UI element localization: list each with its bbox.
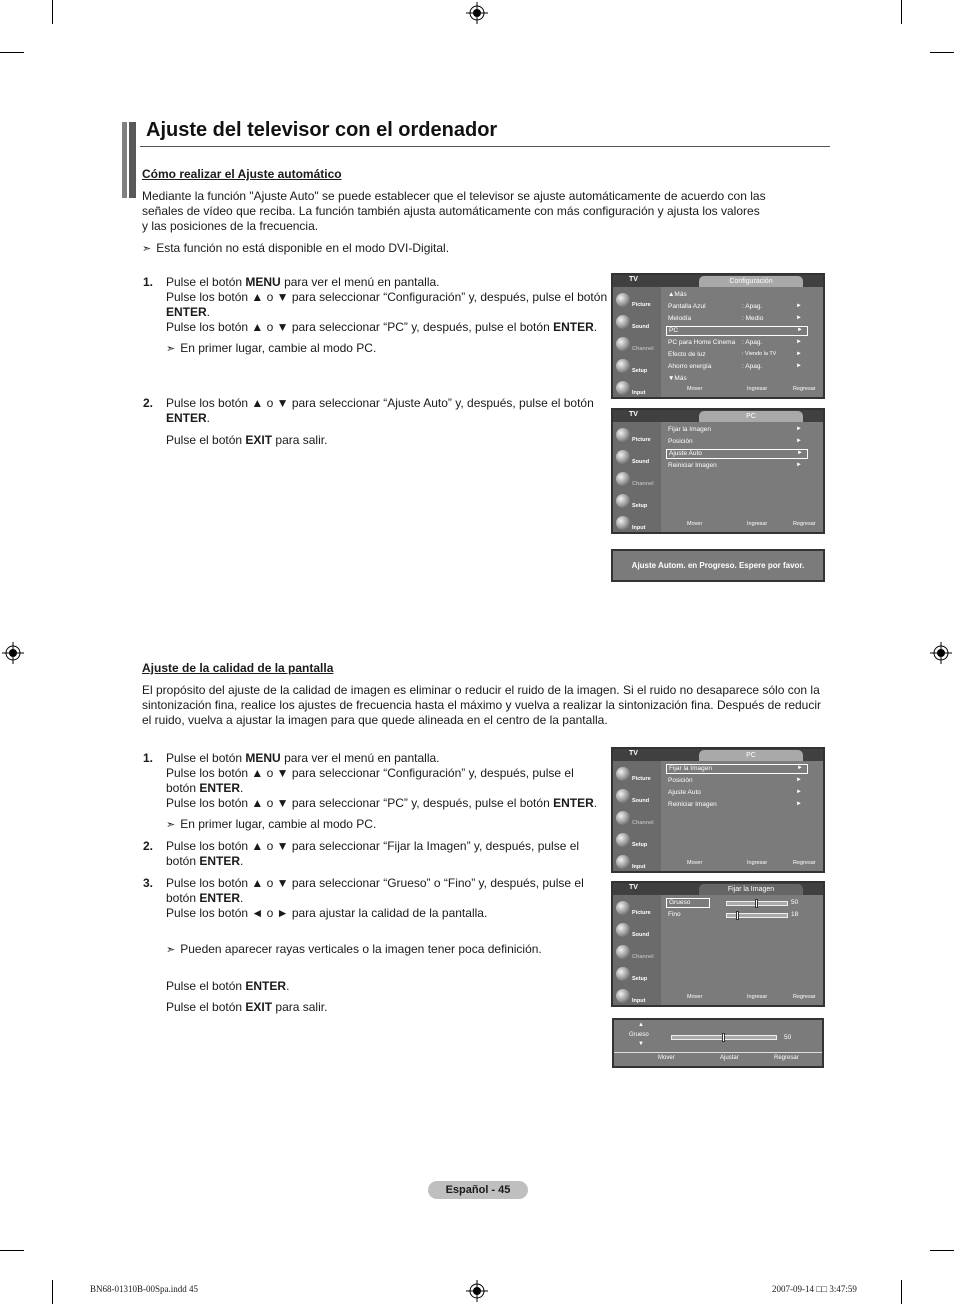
coarse-slider-large-knob (722, 1033, 725, 1042)
osd-nav-hints (663, 520, 823, 530)
osd-return-hint: Regresar (793, 521, 816, 527)
crop-mark (901, 0, 902, 24)
coarse-up-icon: ▲ (638, 1022, 644, 1028)
osd-tab-title: Fijar la Imagen (699, 884, 803, 895)
intro-line: sintonización fina, realice los ajustes de frecuencia hasta el máximo y vuelva a realizar la sintonización fina. Después de reducir (142, 698, 822, 712)
coarse-slider (726, 901, 788, 906)
step-line: Pulse los botón ▲ o ▼ para seleccionar “PC” y, después, pulse el botón ENTER. (166, 320, 598, 334)
page-number: Español - 45 (428, 1181, 528, 1199)
osd-setup-icon: Setup (616, 494, 660, 512)
osd-nav-hints (663, 993, 823, 1003)
coarse-value-large: 50 (784, 1034, 792, 1041)
osd-nav-hints (663, 859, 823, 869)
osd-sound-icon: Sound (616, 923, 660, 941)
fine-value: 18 (791, 911, 799, 918)
osd-sound-icon: Sound (616, 789, 660, 807)
step-line: Pulse los botón ▲ o ▼ para seleccionar “Ajuste Auto” y, después, pulse el botón (166, 396, 594, 410)
fine-slider (726, 913, 788, 918)
enter-instruction: Pulse el botón ENTER. (166, 979, 290, 993)
osd-return-hint: Regresar (793, 386, 816, 392)
step-line: botón ENTER. (166, 891, 244, 905)
registration-mark-icon (930, 642, 952, 664)
step-number: 2. (143, 839, 154, 853)
osd-tab-title: Configuración (699, 276, 803, 287)
osd-enter-hint: Ingresar (747, 521, 768, 527)
osd-menu-row-selected: PC ► (666, 326, 808, 336)
osd-coarse-adjust-bar (612, 1018, 824, 1068)
osd-channel-icon: Channel (616, 945, 660, 963)
osd-move-hint: Mover (687, 521, 703, 527)
osd-adjust-hint: Ajustar (720, 1055, 739, 1061)
intro-line: y las posiciones de la frecuencia. (142, 219, 319, 233)
crop-mark (0, 52, 24, 53)
footer-filename: BN68-01310B-00Spa.indd 45 (90, 1284, 198, 1294)
osd-sound-icon: Sound (616, 315, 660, 333)
step-line: botón ENTER. (166, 854, 244, 868)
osd-sound-icon: Sound (616, 450, 660, 468)
title-bar-decoration (122, 122, 127, 198)
step-line: Pulse el botón MENU para ver el menú en pantalla. (166, 275, 440, 289)
osd-return-hint: Regresar (793, 860, 816, 866)
coarse-slider-knob (755, 899, 758, 908)
step-number: 1. (143, 275, 154, 289)
crop-mark (0, 1250, 24, 1251)
coarse-label: Grueso (629, 1032, 649, 1038)
crop-mark (901, 1280, 902, 1304)
step-line: ENTER. (166, 411, 211, 425)
osd-tv-label: TV (629, 750, 638, 757)
step-text (166, 396, 611, 426)
section-heading-auto-adjust: Cómo realizar el Ajuste automático (142, 167, 342, 181)
osd-enter-hint: Ingresar (747, 386, 768, 392)
step-line: Pulse los botón ▲ o ▼ para seleccionar “Configuración” y, después, pulse el botón (166, 290, 608, 304)
note-text: Pueden aparecer rayas verticales o la imagen tener poca definición. (180, 942, 542, 956)
osd-pc-menu-fijar: TV PC Picture Sound Channel Setup Input Fijar la Imagen ► Posición ► Ajuste Auto ► Reiniciar Imagen ► Mover Ingresar Regresar (611, 747, 825, 873)
note-arrow-icon: ➣ (142, 243, 152, 255)
step-number: 2. (143, 396, 154, 410)
osd-move-hint: Mover (687, 386, 703, 392)
osd-picture-icon: Picture (616, 428, 660, 446)
osd-sidebar (613, 895, 661, 1005)
page-title: Ajuste del televisor con el ordenador (146, 119, 498, 141)
osd-config-menu: TV Configuración Picture Sound Channel Setup Input ▲Más Pantalla Azul : Apag. ► Melodía : Medio ► PC ► PC para Home Cinema : Apag. ► Efecto de luz : Viendo la TV ► Ahorro energía : Apag. ► ▼Más Mover Ingresar Regresar (611, 273, 825, 399)
step-line: Pulse los botón ▲ o ▼ para seleccionar “Configuración” y, después, pulse el (166, 766, 574, 780)
osd-nav-divider (614, 1052, 822, 1053)
osd-setup-icon: Setup (616, 967, 660, 985)
note (166, 817, 376, 833)
osd-sidebar (613, 422, 661, 532)
note (142, 241, 449, 257)
osd-tv-label: TV (629, 276, 638, 283)
step-text (166, 839, 606, 869)
step-number: 3. (143, 876, 154, 890)
osd-tv-label: TV (629, 411, 638, 418)
exit-instruction: Pulse el botón EXIT para salir. (166, 433, 328, 447)
coarse-down-icon: ▼ (638, 1041, 644, 1047)
step-line: Pulse los botón ▲ o ▼ para seleccionar “Grueso” o “Fino” y, después, pulse el (166, 876, 584, 890)
osd-tab-title: PC (699, 411, 803, 422)
section-intro (142, 189, 832, 234)
osd-input-icon: Input (616, 381, 660, 399)
osd-sidebar (613, 287, 661, 397)
osd-tab-title: PC (699, 750, 803, 761)
osd-setup-icon: Setup (616, 833, 660, 851)
osd-sidebar (613, 761, 661, 871)
crop-mark (930, 52, 954, 53)
osd-channel-icon: Channel (616, 811, 660, 829)
note-text: En primer lugar, cambie al modo PC. (180, 817, 377, 831)
osd-return-hint: Regresar (774, 1055, 799, 1061)
title-bar-decoration (129, 122, 136, 198)
step-text (166, 275, 611, 335)
registration-mark-icon (2, 642, 24, 664)
note (166, 942, 542, 958)
osd-input-icon: Input (616, 989, 660, 1007)
osd-pc-menu: TV PC Picture Sound Channel Setup Input Fijar la Imagen ► Posición ► Ajuste Auto ► Reiniciar Imagen ► Mover Ingresar Regresar (611, 408, 825, 534)
section-heading-screen-quality: Ajuste de la calidad de la pantalla (142, 661, 334, 675)
osd-return-hint: Regresar (793, 994, 816, 1000)
title-underline (140, 146, 830, 147)
exit-instruction: Pulse el botón EXIT para salir. (166, 1000, 328, 1014)
osd-setup-icon: Setup (616, 359, 660, 377)
osd-fijar-imagen-menu: TV Fijar la Imagen Picture Sound Channel Setup Input Grueso 50 Fino 18 Mover Ingresar Regresar (611, 881, 825, 1007)
note-text: Esta función no está disponible en el modo DVI-Digital. (156, 241, 450, 255)
step-line: Pulse los botón ◄ o ► para ajustar la calidad de la pantalla. (166, 906, 488, 920)
osd-move-hint: Mover (687, 860, 703, 866)
progress-message-text: Ajuste Autom. en Progreso. Espere por favor. (631, 561, 805, 570)
footer-timestamp: 2007-09-14 □□ 3:47:59 (772, 1284, 857, 1294)
crop-mark (52, 1280, 53, 1304)
crop-mark (52, 0, 53, 24)
note-arrow-icon: ➣ (166, 944, 176, 956)
osd-move-hint: Mover (687, 994, 703, 1000)
registration-mark-icon (466, 1280, 488, 1302)
intro-line: El propósito del ajuste de la calidad de imagen es eliminar o reducir el ruido de la imagen. Si el ruido no desaparece sólo con la (142, 683, 820, 697)
osd-channel-icon: Channel (616, 337, 660, 355)
crop-mark (930, 1250, 954, 1251)
step-text (166, 876, 606, 921)
osd-picture-icon: Picture (616, 767, 660, 785)
step-line: Pulse los botón ▲ o ▼ para seleccionar “Fijar la Imagen” y, después, pulse el (166, 839, 580, 853)
osd-enter-hint: Ingresar (747, 994, 768, 1000)
osd-channel-icon: Channel (616, 472, 660, 490)
step-line: Pulse los botón ▲ o ▼ para seleccionar “PC” y, después, pulse el botón ENTER. (166, 796, 598, 810)
osd-tv-label: TV (629, 884, 638, 891)
step-line: Pulse el botón MENU para ver el menú en pantalla. (166, 751, 440, 765)
note (166, 341, 376, 357)
step-line: botón ENTER. (166, 781, 244, 795)
step-text (166, 751, 606, 811)
fine-slider-knob (736, 911, 739, 920)
intro-line: Mediante la función "Ajuste Auto" se puede establecer que el televisor se ajuste automáticamente de acuerdo con las (142, 189, 766, 203)
coarse-slider-large (671, 1035, 777, 1040)
intro-line: el ruido, vuelva a ajustar la imagen para que quede alineada en el centro de la pantalla. (142, 713, 608, 727)
note-text: En primer lugar, cambie al modo PC. (180, 341, 377, 355)
osd-menu-row-selected: Ajuste Auto ► (666, 449, 808, 459)
section-intro (142, 683, 832, 728)
osd-enter-hint: Ingresar (747, 860, 768, 866)
registration-mark-icon (466, 2, 488, 24)
osd-picture-icon: Picture (616, 293, 660, 311)
osd-menu-row-selected: Fijar la Imagen ► (666, 764, 808, 774)
auto-adjust-progress-message (611, 549, 825, 582)
osd-move-hint: Mover (658, 1055, 675, 1061)
step-number: 1. (143, 751, 154, 765)
osd-input-icon: Input (616, 855, 660, 873)
step-line: ENTER. (166, 305, 211, 319)
osd-picture-icon: Picture (616, 901, 660, 919)
osd-input-icon: Input (616, 516, 660, 534)
intro-line: señales de vídeo que reciba. La función también ajusta automáticamente con más configuración y ajusta los valores (142, 204, 760, 218)
osd-menu-row-selected: Grueso (666, 898, 710, 908)
note-arrow-icon: ➣ (166, 343, 176, 355)
osd-nav-hints (663, 385, 823, 395)
note-arrow-icon: ➣ (166, 819, 176, 831)
coarse-value: 50 (791, 899, 799, 906)
